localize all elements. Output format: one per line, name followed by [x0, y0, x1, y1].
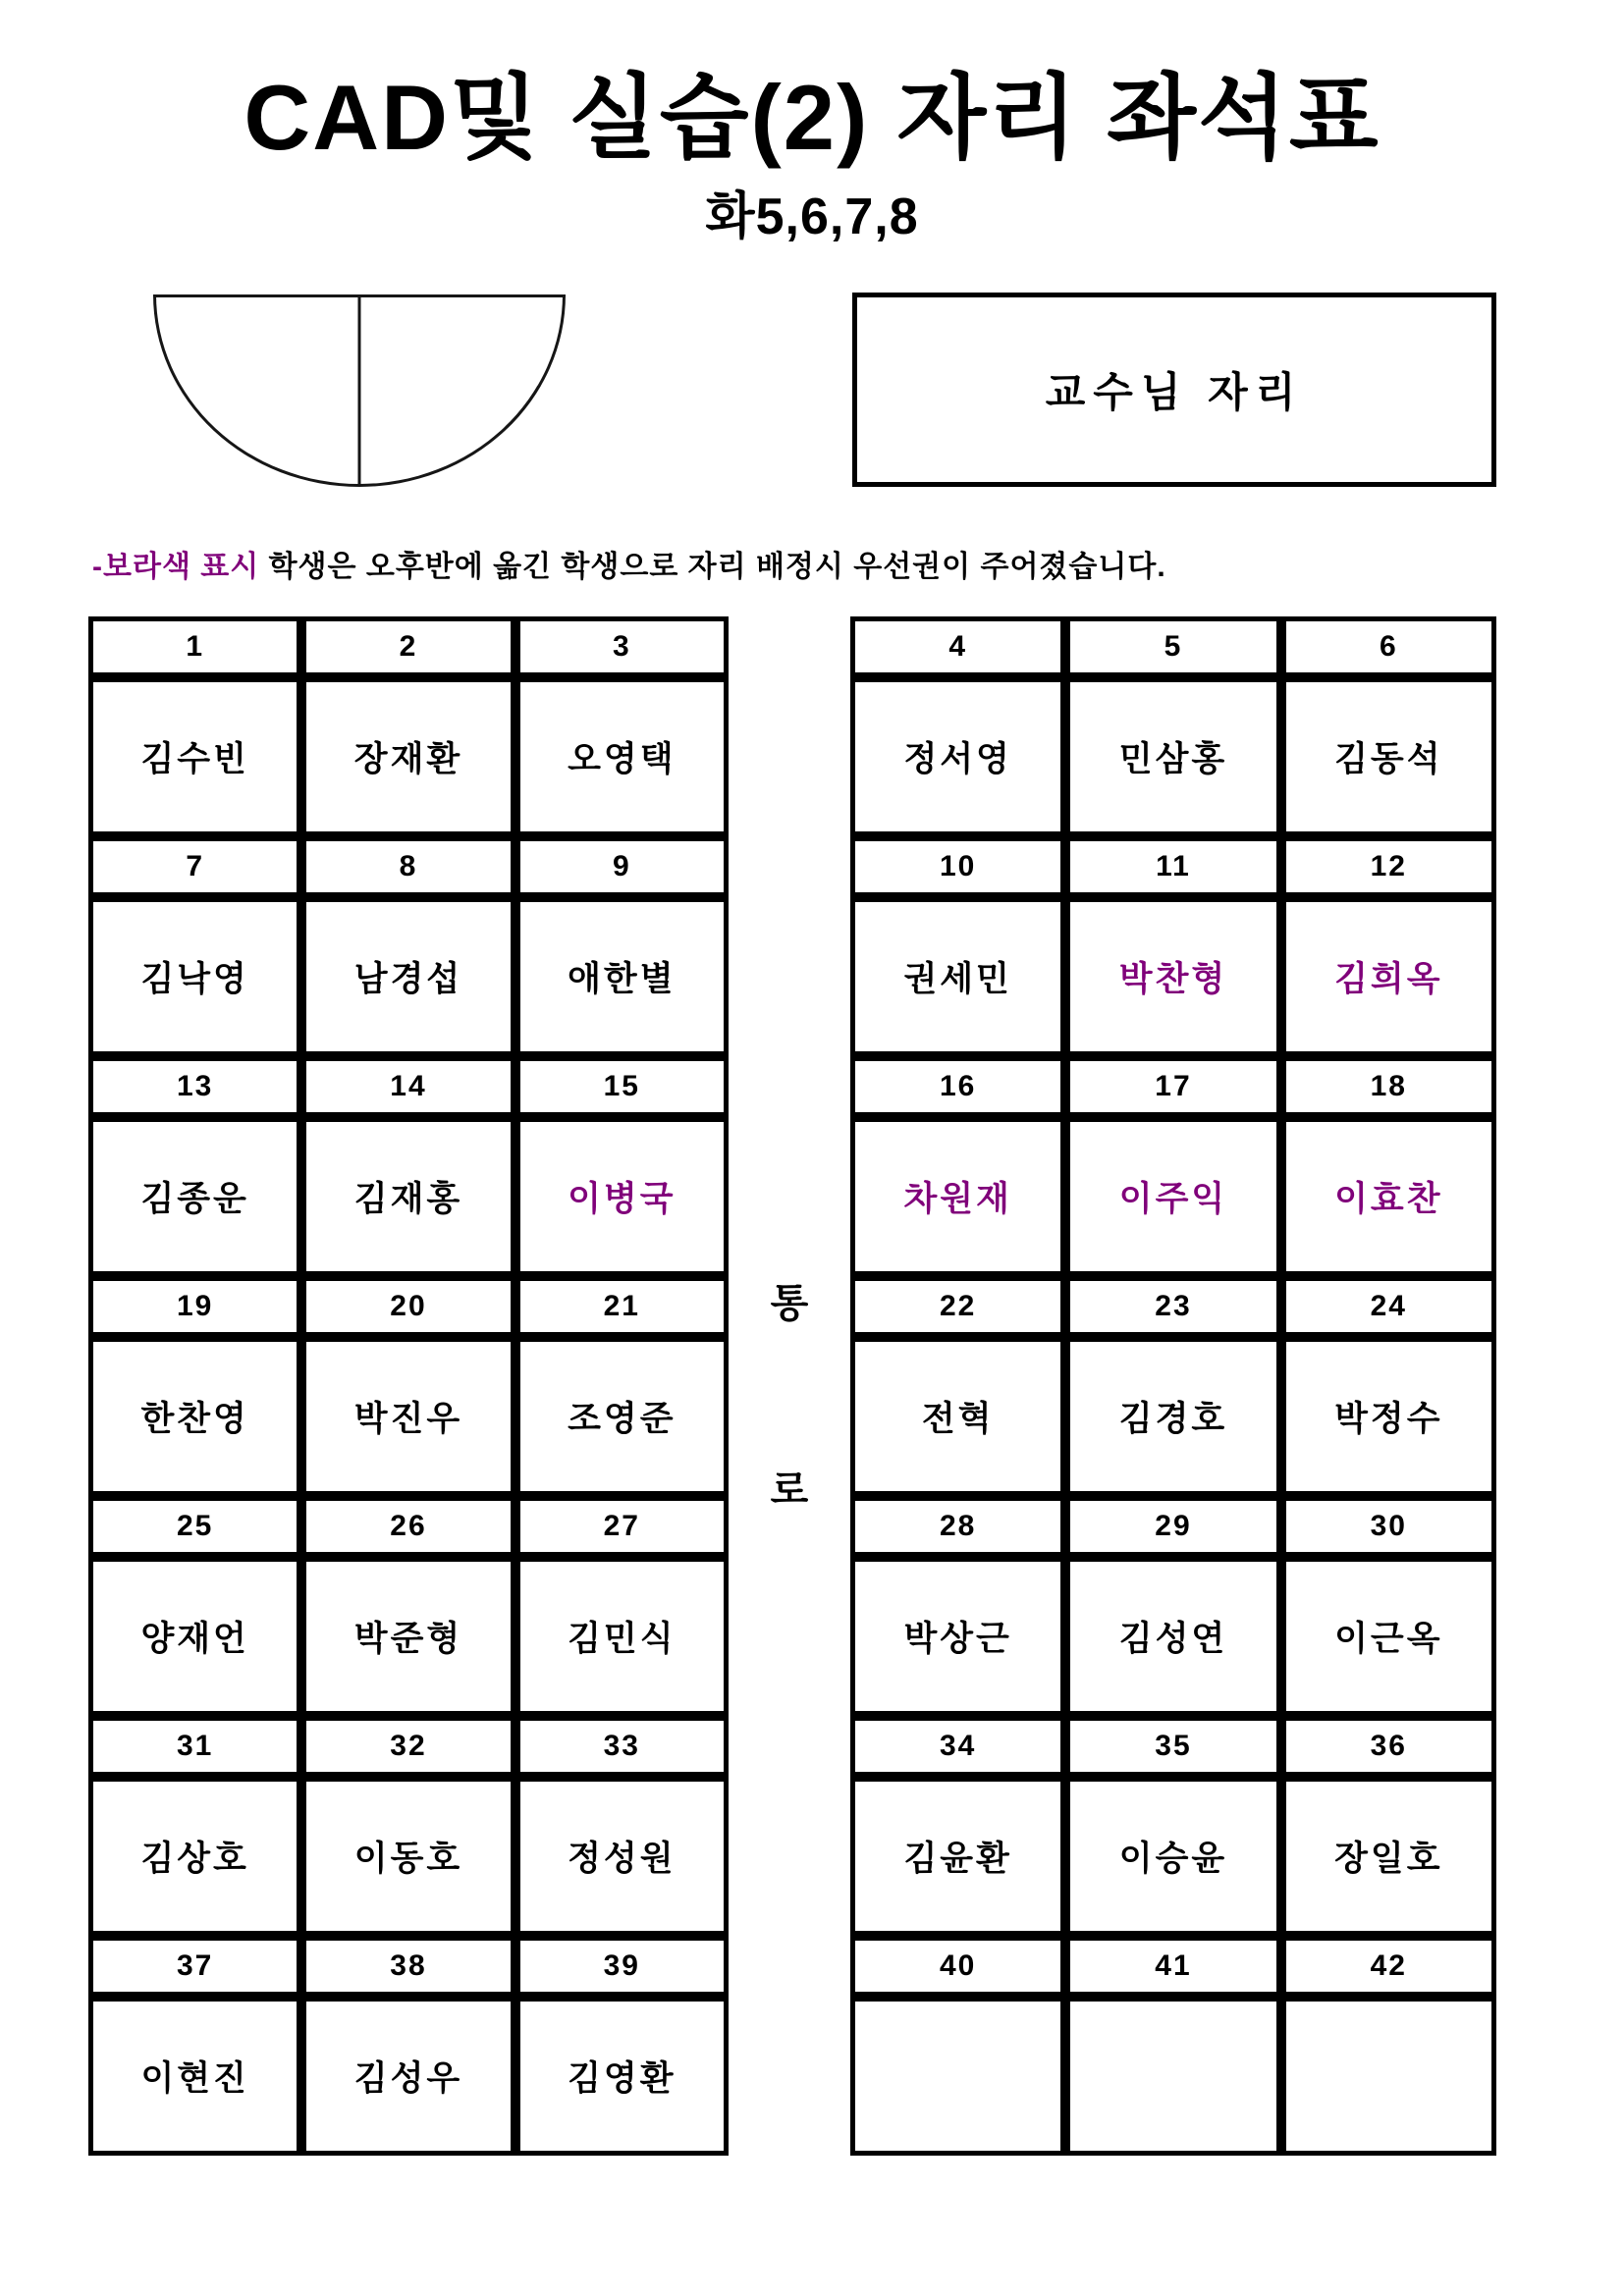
seat-name: 남경섭	[301, 897, 514, 1056]
seat-name: 김재홍	[301, 1117, 514, 1276]
seat-name: 이승윤	[1065, 1777, 1280, 1936]
page-title: CAD및 실습(2) 자리 좌석표	[244, 66, 1380, 169]
seat-number: 22	[850, 1276, 1065, 1337]
seat-number: 36	[1281, 1716, 1496, 1777]
seat-name-row	[88, 1997, 729, 2156]
seat-number-row	[88, 1936, 729, 1997]
seat-number: 40	[850, 1936, 1065, 1997]
seat-name-row	[850, 1557, 1496, 1716]
schedule-subtitle: 화5,6,7,8	[705, 188, 919, 245]
seat-name: 박준형	[301, 1557, 514, 1716]
seat-number: 33	[515, 1716, 729, 1777]
seat-name: 이현진	[88, 1997, 301, 2156]
seat-number: 1	[88, 616, 301, 677]
professor-seat-label: 교수님 자리	[1045, 369, 1304, 415]
seat-name: 이동호	[301, 1777, 514, 1936]
seat-name: 양재언	[88, 1557, 301, 1716]
seat-number: 12	[1281, 836, 1496, 897]
seat-name: 오영택	[515, 677, 729, 836]
seat-number: 4	[850, 616, 1065, 677]
seat-number: 23	[1065, 1276, 1280, 1337]
seat-number-row	[88, 1056, 729, 1117]
seat-name-row	[850, 1117, 1496, 1276]
seat-number: 20	[301, 1276, 514, 1337]
seat-number: 38	[301, 1936, 514, 1997]
seat-name: 박정수	[1281, 1337, 1496, 1496]
seat-name: 장일호	[1281, 1777, 1496, 1936]
seat-name: 김윤환	[850, 1777, 1065, 1936]
seat-number: 28	[850, 1496, 1065, 1557]
seat-number: 42	[1281, 1936, 1496, 1997]
seat-number-row	[88, 616, 729, 677]
aisle-label: 통	[770, 1282, 809, 1325]
seat-name: 박상근	[850, 1557, 1065, 1716]
aisle-label: 로	[770, 1468, 809, 1512]
seat-name: 조영준	[515, 1337, 729, 1496]
seat-block-right	[850, 616, 1496, 2156]
seat-number: 5	[1065, 616, 1280, 677]
seat-name: 김동석	[1281, 677, 1496, 836]
seat-block-left	[88, 616, 729, 2156]
seat-name: 김희옥	[1281, 897, 1496, 1056]
seat-number: 41	[1065, 1936, 1280, 1997]
seat-name: 김수빈	[88, 677, 301, 836]
seat-number: 16	[850, 1056, 1065, 1117]
seat-number-row	[850, 1056, 1496, 1117]
seat-number: 32	[301, 1716, 514, 1777]
seat-number: 31	[88, 1716, 301, 1777]
seat-number: 24	[1281, 1276, 1496, 1337]
seat-name-row	[850, 1997, 1496, 2156]
seat-name-row	[850, 1337, 1496, 1496]
seat-number: 15	[515, 1056, 729, 1117]
seat-number-row	[850, 1716, 1496, 1777]
seat-number: 39	[515, 1936, 729, 1997]
seat-number: 37	[88, 1936, 301, 1997]
seat-number-row	[88, 836, 729, 897]
seat-name: 민삼홍	[1065, 677, 1280, 836]
seat-number: 25	[88, 1496, 301, 1557]
seat-number-row	[850, 836, 1496, 897]
seat-number-row	[88, 1276, 729, 1337]
seat-name: 박진우	[301, 1337, 514, 1496]
seat-number: 27	[515, 1496, 729, 1557]
seat-name: 차원재	[850, 1117, 1065, 1276]
seat-number: 34	[850, 1716, 1065, 1777]
seat-number: 21	[515, 1276, 729, 1337]
seat-name: 김영환	[515, 1997, 729, 2156]
seat-number: 14	[301, 1056, 514, 1117]
seat-name: 김종운	[88, 1117, 301, 1276]
seat-name: 장재환	[301, 677, 514, 836]
seat-name: 이근옥	[1281, 1557, 1496, 1716]
seat-name: 이주익	[1065, 1117, 1280, 1276]
seat-number: 3	[515, 616, 729, 677]
seat-name-row	[88, 1337, 729, 1496]
podium-divider	[358, 297, 361, 484]
seat-name-row	[850, 1777, 1496, 1936]
seat-name: 이병국	[515, 1117, 729, 1276]
seat-name	[1281, 1997, 1496, 2156]
seat-number: 26	[301, 1496, 514, 1557]
priority-note	[92, 542, 1467, 585]
seat-number: 30	[1281, 1496, 1496, 1557]
seat-name: 김상호	[88, 1777, 301, 1936]
seat-number-row	[88, 1716, 729, 1777]
seat-name: 박찬형	[1065, 897, 1280, 1056]
seat-number: 2	[301, 616, 514, 677]
seat-number: 8	[301, 836, 514, 897]
seat-name-row	[88, 1777, 729, 1936]
seat-number: 19	[88, 1276, 301, 1337]
seat-name: 권세민	[850, 897, 1065, 1056]
seat-number-row	[850, 1276, 1496, 1337]
seat-number: 17	[1065, 1056, 1280, 1117]
seat-name: 한찬영	[88, 1337, 301, 1496]
seat-name-row	[88, 1117, 729, 1276]
seat-number: 7	[88, 836, 301, 897]
seat-name	[850, 1997, 1065, 2156]
seat-number: 13	[88, 1056, 301, 1117]
seat-number: 35	[1065, 1716, 1280, 1777]
seat-number: 29	[1065, 1496, 1280, 1557]
professor-seat-box	[852, 293, 1496, 487]
seat-name-row	[850, 677, 1496, 836]
seat-name-row	[850, 897, 1496, 1056]
seat-number: 6	[1281, 616, 1496, 677]
seat-name: 정서영	[850, 677, 1065, 836]
seat-name-row	[88, 1557, 729, 1716]
podium-shape	[153, 294, 566, 487]
seat-name: 김민식	[515, 1557, 729, 1716]
seat-number: 11	[1065, 836, 1280, 897]
note-highlight: -보라색 표시	[92, 551, 260, 583]
seat-name: 김경호	[1065, 1337, 1280, 1496]
seat-number-row	[850, 616, 1496, 677]
seat-number: 10	[850, 836, 1065, 897]
seat-number: 9	[515, 836, 729, 897]
seat-name: 정성원	[515, 1777, 729, 1936]
seat-name-row	[88, 677, 729, 836]
seat-name: 김낙영	[88, 897, 301, 1056]
seat-number-row	[850, 1496, 1496, 1557]
seat-name-row	[88, 897, 729, 1056]
seat-name: 김성연	[1065, 1557, 1280, 1716]
seat-number: 18	[1281, 1056, 1496, 1117]
note-text: 학생은 오후반에 옮긴 학생으로 자리 배정시 우선권이 주어졌습니다.	[259, 551, 1166, 583]
seat-name: 애한별	[515, 897, 729, 1056]
seat-number-row	[850, 1936, 1496, 1997]
seat-name: 김성우	[301, 1997, 514, 2156]
seat-name	[1065, 1997, 1280, 2156]
seat-number-row	[88, 1496, 729, 1557]
seat-name: 이효찬	[1281, 1117, 1496, 1276]
seat-name: 전혁	[850, 1337, 1065, 1496]
